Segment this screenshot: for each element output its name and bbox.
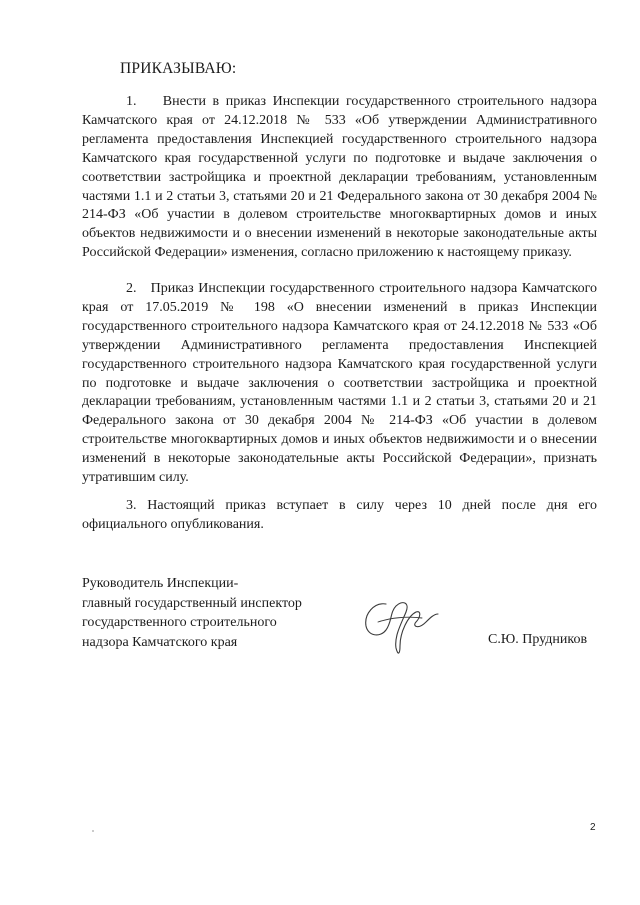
clause-number: 1. [126,94,137,109]
handwritten-signature [356,592,446,662]
signatory-line: государственного строительного [82,615,277,630]
clause-2 [82,280,597,488]
clause-number: 2. [126,281,137,296]
scan-artifact [92,830,94,832]
signatory-line: надзора Камчатского края [82,634,238,650]
signatory-name: С.Ю. Прудников [488,632,588,647]
page-number: 2 [590,822,596,833]
clause-1 [82,93,597,263]
clause-3 [82,497,597,535]
order-heading: ПРИКАЗЫВАЮ: [120,60,237,77]
signatory-line: Руководитель Инспекции- [82,576,239,591]
clause-number: 3. [126,498,137,513]
clause-text: Внести в приказ Инспекции государственного строительного надзора Камчатского края от 24.12.2018 № 533 «Об утверждении Административного регламента предоставления Инспекцией государственного строительного надзора Камчатского края государственной услуги по подготовке и выдаче заключения о соответствии застройщика и проектной декларации требованиям, установленным частями 1.1 и 2 статьи 3, статьями 20 и 21 Федерального закона от 30 декабря 2004 № 214-ФЗ «Об участии в долевом строительстве многоквартирных домов и иных объектов недвижимости и о внесении изменений в некоторые законодательные акты Российской Федерации» изменения, согласно приложению к настоящему приказу. [82,94,597,261]
signatory-line: главный государственный инспектор [82,595,302,611]
clause-text: Настоящий приказ вступает в силу через 10 дней после дня его официального опубликования. [82,498,598,532]
signatory-title [82,574,302,652]
clause-text: Приказ Инспекции государственного строительного надзора Камчатского края от 17.05.2019 № 198 «О внесении изменений в приказ Инспекции государственного строительного надзора Камчатского края от 24.12.2018 № 533 «Об утверждении Административного регламента предоставления Инспекцией государственного строительного надзора Камчатского края государственной услуги по подготовке и выдаче заключения о соответствии застройщика и проектной декларации требованиям, установленным частями 1.1 и 2 статьи 3, статьями 20 и 21 Федерального закона от 30 декабря 2004 № 214-ФЗ «Об участии в долевом строительстве многоквартирных домов и иных объектов недвижимости и о внесении изменений в некоторые законодательные акты Российской Федерации», признать утратившим силу. [82,281,597,486]
